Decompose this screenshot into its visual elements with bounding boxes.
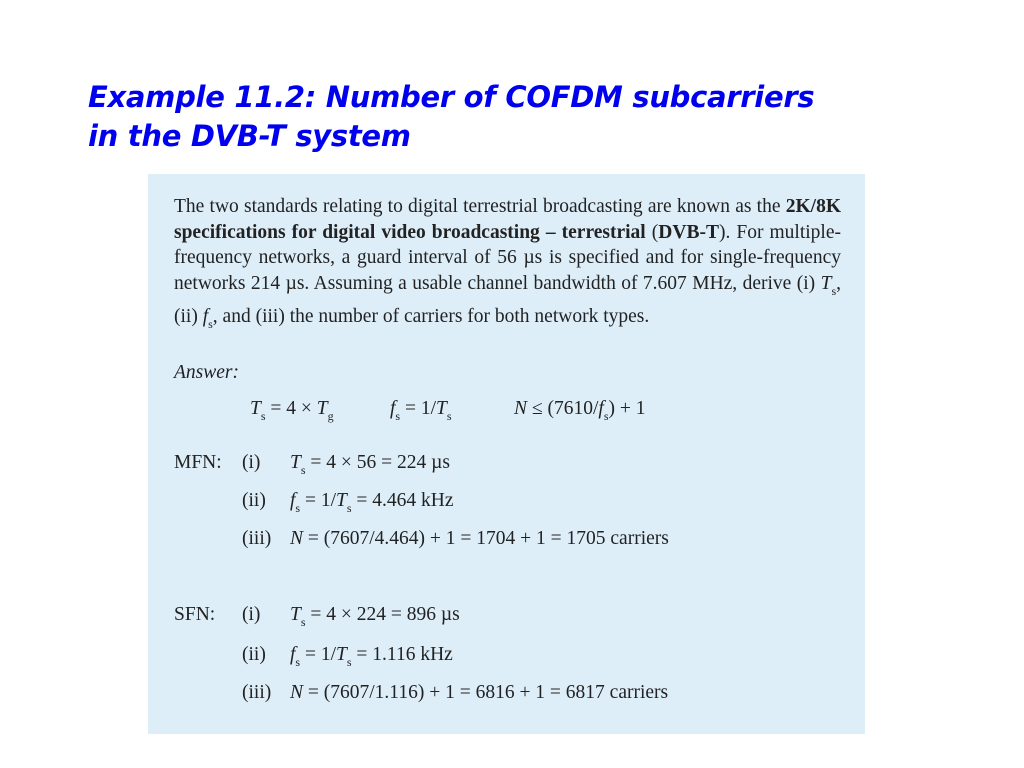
problem-text-intro: The two standards relating to digital terrestrial broadcasting are known as the — [174, 196, 786, 217]
problem-text-paren: ( — [645, 221, 659, 243]
problem-ts-sub: s — [831, 283, 837, 298]
problem-bold-spec: 2K/8K specifications for digital video broadcasting – terrestrial — [174, 196, 841, 243]
mfn-row-3-expr: N = (7607/4.464) + 1 = 1704 + 1 = 1705 carriers — [290, 528, 669, 549]
mfn-row-1-num: (i) — [242, 452, 261, 473]
slide-title-line-1: Example 11.2: Number of COFDM subcarriers — [88, 80, 815, 114]
problem-text-networks: ). For multiple-frequency networks, a guard interval of 56 µs is specified and for single-frequency networks 214 µs. Assuming a usable channel bandwidth of 7.607 MHz, derive (i) — [174, 221, 841, 294]
formula-fs: $f_s = 1/T_s$ — [390, 398, 452, 423]
formula-ts: $T_s = 4 \times T_g$ — [250, 398, 334, 423]
sfn-row-3-expr: N = (7607/1.116) + 1 = 6816 + 1 = 6817 carriers — [290, 682, 669, 703]
problem-ts-symbol: T — [820, 272, 832, 294]
slide-title — [88, 78, 988, 156]
sfn-row-1-num: (i) — [242, 604, 261, 625]
sfn-label: SFN: — [174, 604, 216, 625]
problem-text-ii: , (ii) — [174, 272, 841, 327]
problem-text-end: , and (iii) the number of carriers for both network types. — [212, 306, 650, 327]
problem-fs-sub: s — [208, 317, 213, 331]
mfn-row-2-expr: $f_s = 1/T_s = 4.464$ kHz — [290, 490, 454, 515]
sfn-row-1 — [148, 604, 865, 632]
sfn-row-2-num: (ii) — [242, 644, 266, 665]
problem-fs-symbol: f — [202, 306, 209, 327]
sfn-row-2 — [148, 644, 865, 672]
sfn-row-3-num: (iii) — [242, 682, 272, 703]
answer-label: Answer: — [174, 362, 239, 383]
mfn-row-2-num: (ii) — [242, 490, 266, 511]
sfn-row-1-expr: $T_s = 4 \times 224 = 896$ µs — [290, 604, 460, 629]
mfn-row-3-num: (iii) — [242, 528, 272, 549]
sfn-row-3 — [148, 682, 865, 710]
sfn-row-2-expr: $f_s = 1/T_s = 1.116$ kHz — [290, 644, 453, 669]
mfn-row-1 — [148, 452, 865, 480]
mfn-row-1-expr: $T_s = 4 \times 56 = 224$ µs — [290, 452, 450, 477]
problem-statement — [174, 194, 841, 338]
mfn-row-3 — [148, 528, 865, 556]
mfn-label: MFN: — [174, 452, 222, 473]
formula-row — [148, 398, 865, 426]
example-box — [148, 174, 865, 734]
slide-title-line-2: in the DVB-T system — [88, 119, 411, 153]
formula-n: $N \le (7610/f_s) + 1$ — [514, 398, 646, 423]
problem-bold-acronym: DVB-T — [658, 221, 719, 243]
mfn-row-2 — [148, 490, 865, 518]
